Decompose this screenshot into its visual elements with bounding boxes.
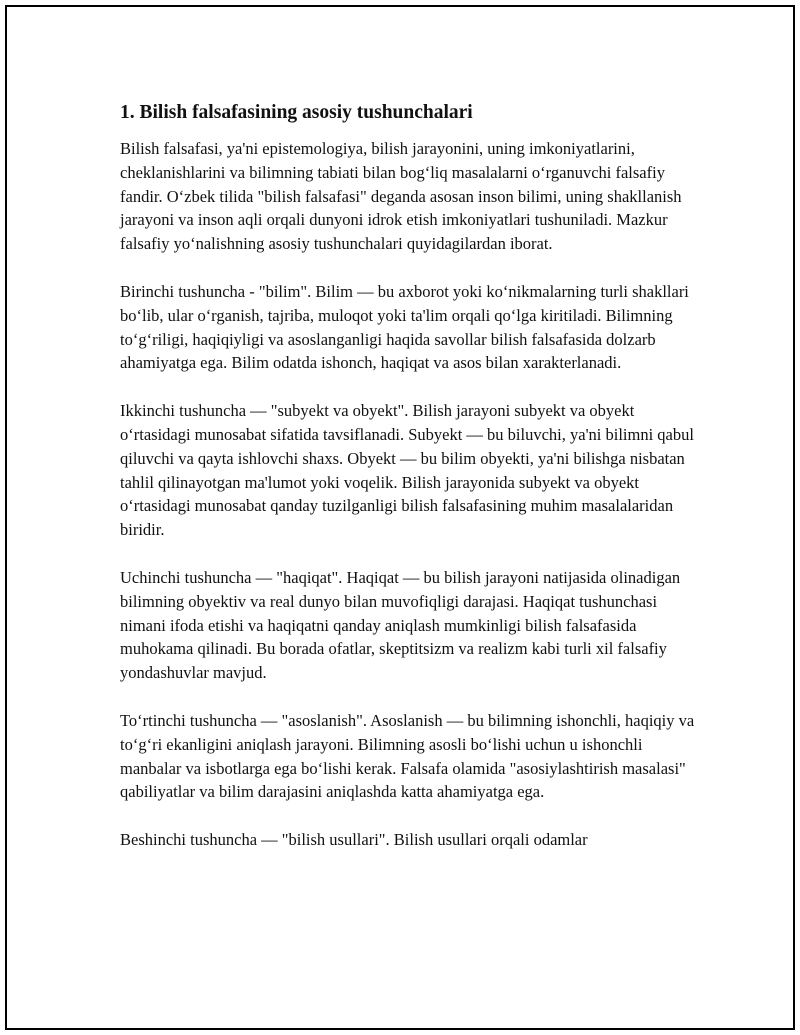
page-frame [5,5,795,1030]
paragraph-intro: Bilish falsafasi, ya'ni epistemologiya, bilish jarayonini, uning imkoniyatlarini, cheklanishlarini va bilimning tabiati bilan bog‘liq masalalarni o‘rganuvchi falsafiy fandir. O‘zbek tilida "bilish falsafasi" deganda asosan inson bilimi, uning shakllanish jarayoni va inson aqli orqali dunyoni idrok etish imkoniyatlari tushuniladi. Mazkur falsafiy yo‘nalishning asosiy tushunchalari quyidagilardan iborat. [120,139,682,254]
document-body [120,99,700,876]
paragraph-haqiqat: Uchinchi tushuncha — "haqiqat". Haqiqat — bu bilish jarayoni natijasida olinadigan bilimning obyektiv va real dunyo bilan muvofiqligi darajasi. Haqiqat tushunchasi nimani ifoda etishi va haqiqatni qanday aniqlash mumkinligi bilish falsafasida muhokama qilinadi. Bu borada ofatlar, skeptitsizm va realizm kabi turli xil falsafiy yondashuvlar mavjud. [120,567,681,683]
paragraph-bilim: Birinchi tushuncha - "bilim". Bilim — bu axborot yoki ko‘nikmalarning turli shakllari bo‘lib, ular o‘rganish, tajriba, muloqot yoki ta'lim orqali qo‘lga kiritiladi. Bilimning to‘g‘riligi, haqiqiyligi va asoslanganligi haqida savollar bilish falsafasida dolzarb ahamiyatga ega. Bilim odatda ishonch, haqiqat va asos bilan xarakterlanadi. [120,281,689,373]
paragraph-asoslanish: To‘rtinchi tushuncha — "asoslanish". Asoslanish — bu bilimning ishonchli, haqiqiy va to‘g‘ri ekanligini aniqlash jarayoni. Bilimning asosli bo‘lishi uchun u ishonchli manbalar va isbotlarga ega bo‘lishi kerak. Falsafa olamida "asosiylashtirish masalasi" qabiliyatlar va bilim darajasini aniqlashda katta ahamiyatga ega. [120,710,695,802]
paragraph-bilish-usullari: Beshinchi tushuncha — "bilish usullari". Bilish usullari orqali odamlar [120,830,588,850]
paragraph-subyekt-obyekt: Ikkinchi tushuncha — "subyekt va obyekt". Bilish jarayoni subyekt va obyekt o‘rtasidagi munosabat sifatida tavsiflanadi. Subyekt — bu biluvchi, ya'ni bilimni qabul qiluvchi va qayta ishlovchi shaxs. Obyekt — bu bilim obyekti, ya'ni bilishga nisbatan tahlil qilinayotgan ma'lumot yoki voqelik. Bilish jarayonida subyekt va obyekt o‘rtasidagi munosabat qanday tuzilganligi bilish falsafasining muhim masalalaridan biridir. [120,401,694,540]
section-heading: 1. Bilish falsafasining asosiy tushunchalari [120,102,473,123]
